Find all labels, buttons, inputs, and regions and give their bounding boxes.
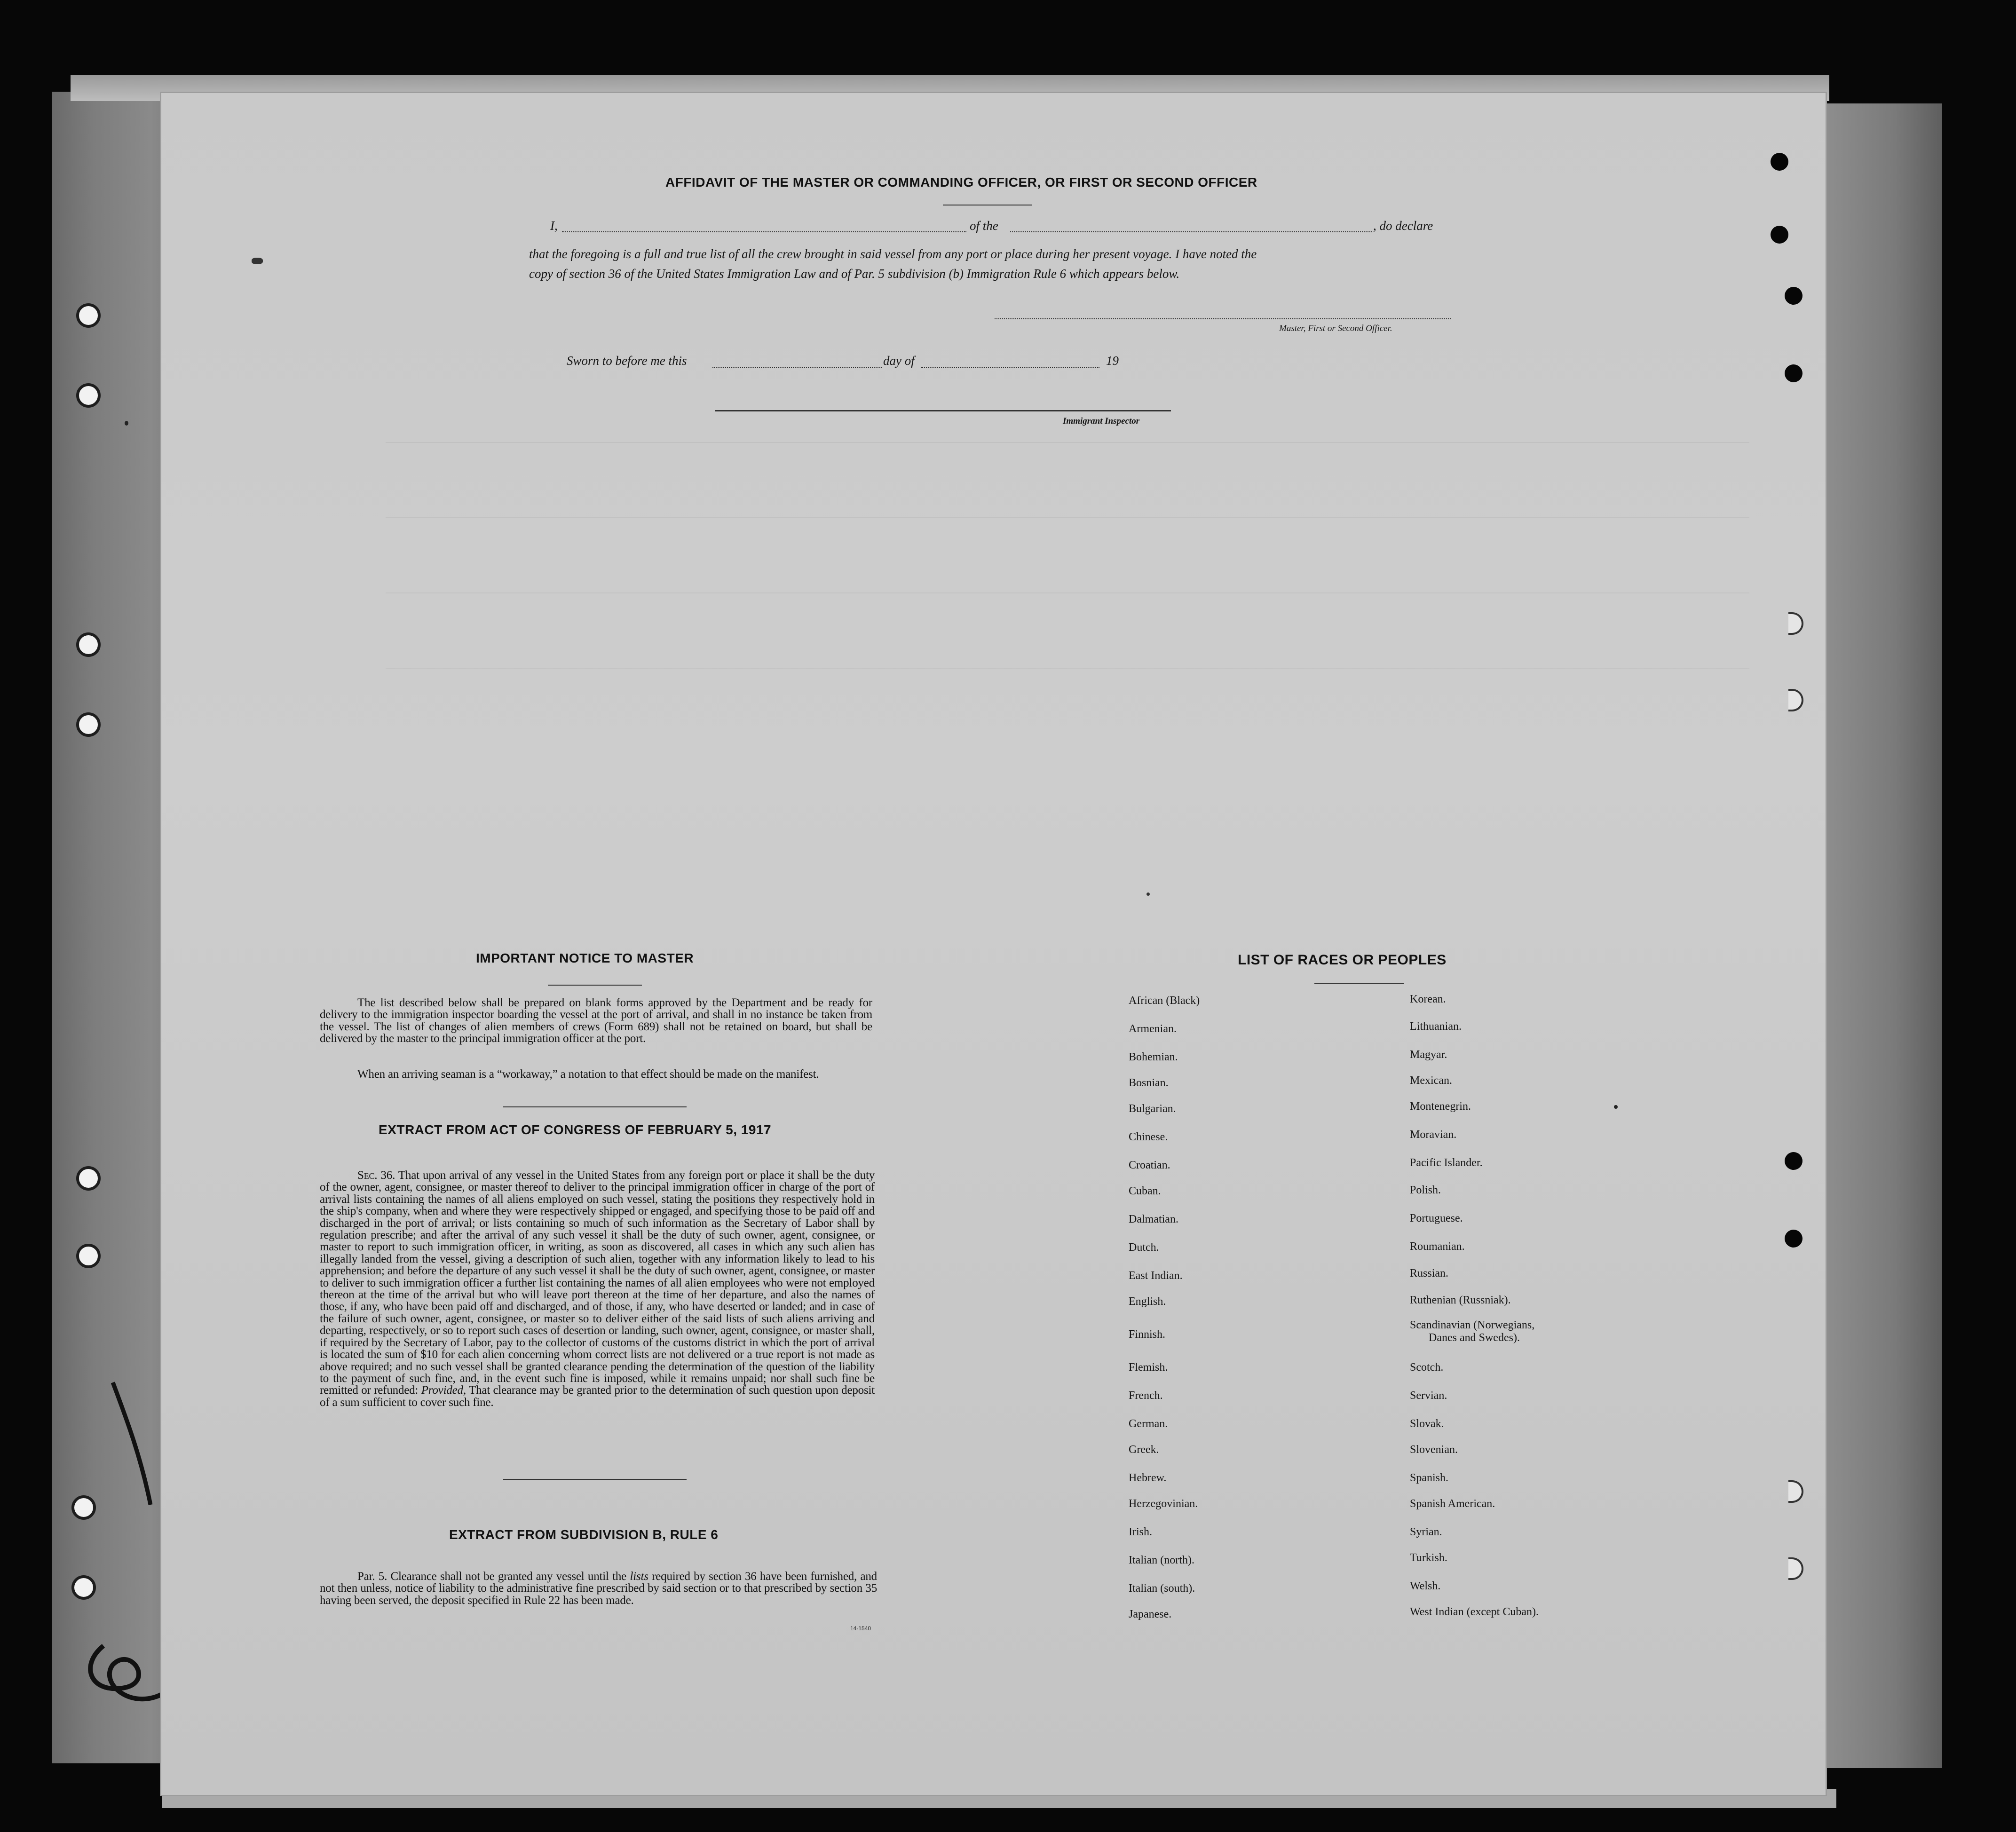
race-item: Magyar. [1410,1049,1447,1061]
sworn-month-field[interactable] [921,367,1099,368]
binder-hole-icon [76,303,101,328]
race-item: Portuguese. [1410,1212,1463,1224]
race-item: French. [1129,1390,1163,1402]
form-number: 14-1540 [850,1625,871,1632]
section-divider [503,1479,687,1480]
race-item: Croatian. [1129,1159,1170,1171]
punch-hole-icon [1771,226,1788,244]
race-item: Slovenian. [1410,1444,1458,1456]
race-item: Russian. [1410,1267,1449,1279]
right-binding-strip [1825,103,1942,1768]
race-item: Italian (south). [1129,1582,1195,1595]
speck [1614,1105,1618,1109]
officer-signature-caption: Master, First or Second Officer. [1279,324,1392,333]
race-item: Slovak. [1410,1418,1444,1430]
punch-hole-icon [1785,1152,1803,1170]
race-item: Polish. [1410,1184,1441,1196]
race-item: East Indian. [1129,1270,1183,1282]
binder-hole-icon [76,1166,101,1191]
race-item: Chinese. [1129,1131,1168,1143]
rule-text-a: Par. 5. Clearance shall not be granted any vessel until the [357,1570,627,1583]
race-item: Welsh. [1410,1580,1441,1592]
provided-label: Provided, [421,1384,466,1397]
sworn-prefix: Sworn to before me this [567,354,687,368]
binder-hole-icon [76,712,101,737]
rule-text-b: required by section 36 have been furnished, and not then unless, notice of liability to the administrative fine prescribed by said section or to that prescribed by section 35 having been served, the deposit specified in Rule 22 has been made. [320,1570,877,1607]
affidavit-statement-line3: copy of section 36 of the United States Immigration Law and of Par. 5 subdivision (b) Immigration Rule 6 which appears below. [529,267,1180,281]
speck [125,421,128,426]
section-36-body: That upon arrival of any vessel in the United States from any foreign port or place it shall be the duty of the owner, agent, consignee, or master thereof to deliver to the principal immigration officer in charge of the port of arrival lists containing the names of all aliens employed on such vessel, stating the positions they respectively hold in the ship's company, when and where they were respectively shipped or engaged, and specifying those to be paid off and discharged in the port of arrival; or lists containing so much of such information as the Secretary of Labor shall by regulation prescribe; and after the arrival of any such vessel it shall be the duty of such owner, agent, consignee, or master to report to such immigration officer, in writing, as soon as discovered, all cases in which any such alien has illegally landed from the vessel, giving a description of such alien, together with any information likely to lead to his apprehension; and before the departure of any such vessel it shall be the duty of such owner, agent, consignee, or master to deliver to such immigration officer a further list containing the names of all alien employees who were not employed thereon at the time of the arrival but who will leave port thereon at the time of her departure, and also the names of those, if any, who have been paid off and discharged, and of those, if any, who have deserted or landed; and in case of the failure of such owner, agent, consignee, or master so to deliver either of the said lists of such aliens arriving and departing, respectively, or so to report such cases of desertion or landing, such owner, agent, consignee, or master shall, if required by the Secretary of Labor, pay to the collector of customs of the customs district in which the port of arrival is located the sum of $10 for each alien concerning whom correct lists are not delivered or a true report is not made as above required; and no such vessel shall be granted clearance pending the determination of the question of the liability to the payment of such fine, and, in the event such fine is imposed, while it remains unpaid; nor shall such fine be remitted or refunded: [320,1169,875,1397]
races-title: LIST OF RACES OR PEOPLES [1238,952,1447,968]
extract-act-text [320,1169,875,1408]
notice-paragraph-1: The list described below shall be prepared on blank forms approved by the Department and be ready for delivery to the immigration inspector boarding the vessel at the port of arrival, and shall in no instance be taken from the vessel. The list of changes of alien members of crews (Form 689) shall not be retained on board, but shall be delivered by the master to the principal immigration officer at the port. [320,996,872,1045]
race-item: Finnish. [1129,1328,1166,1341]
race-item: Bulgarian. [1129,1103,1176,1115]
inspector-signature-field[interactable] [715,410,1171,411]
notice-title: IMPORTANT NOTICE TO MASTER [476,951,694,965]
race-item: English. [1129,1295,1166,1308]
section-label: Sec. 36. [357,1169,395,1182]
race-item: Herzegovinian. [1129,1498,1198,1510]
race-item: Scandinavian (Norwegians, [1410,1319,1535,1331]
race-item: Montenegrin. [1410,1100,1471,1113]
race-item: Greek. [1129,1444,1159,1456]
races-underline [1314,983,1404,984]
sworn-day-field[interactable] [712,367,882,368]
extract-act-title: EXTRACT FROM ACT OF CONGRESS OF FEBRUARY 5, 1917 [379,1122,772,1137]
race-item: Korean. [1410,993,1446,1005]
race-item: Ruthenian (Russniak). [1410,1294,1511,1306]
race-item: Servian. [1410,1390,1447,1402]
punch-hole-icon [1785,287,1803,305]
officer-signature-field[interactable] [995,318,1451,319]
race-item: Syrian. [1410,1526,1442,1538]
affidavit-title: AFFIDAVIT OF THE MASTER OR COMMANDING OFFICER, OR FIRST OR SECOND OFFICER [665,175,1257,190]
punch-hole-icon [1785,364,1803,382]
extract-rule-title: EXTRACT FROM SUBDIVISION B, RULE 6 [449,1527,719,1542]
race-item: Japanese. [1129,1608,1172,1620]
race-item: Flemish. [1129,1361,1168,1374]
rule-lists-word: lists [630,1570,648,1583]
punch-hole-icon [1771,153,1788,171]
sworn-year-label: 19 [1106,354,1119,368]
race-item: Armenian. [1129,1023,1177,1035]
binder-hole-icon [76,632,101,657]
race-item: Spanish. [1410,1472,1449,1484]
race-item: Danes and Swedes). [1429,1332,1520,1344]
race-item: Cuban. [1129,1185,1161,1197]
extract-rule-text [320,1571,877,1606]
race-item: German. [1129,1418,1168,1430]
speck [1146,892,1150,896]
binder-hole-icon [76,383,101,408]
race-item: Turkish. [1410,1552,1447,1564]
binder-hole-icon [76,1244,101,1268]
declarant-name-field[interactable] [562,231,966,232]
inspector-caption: Immigrant Inspector [1063,416,1140,426]
notice-paragraph-2: When an arriving seaman is a “workaway,” a notation to that effect should be made on the manifest. [357,1068,819,1081]
section-divider [503,1106,687,1107]
section-36-provision: That clearance may be granted prior to the determination of such question upon deposit of a sum sufficient to cover such fine. [320,1384,875,1409]
notice-underline [548,985,642,986]
vessel-name-field[interactable] [1010,231,1372,232]
race-item: Moravian. [1410,1129,1457,1141]
affidavit-statement-line2: that the foregoing is a full and true list of all the crew brought in said vessel from any port or place during her present voyage. I have noted the [529,247,1257,261]
race-item: Spanish American. [1410,1498,1495,1510]
race-item: Bohemian. [1129,1051,1178,1063]
race-item: West Indian (except Cuban). [1410,1606,1539,1618]
race-item: Irish. [1129,1526,1152,1538]
race-item: African (Black) [1129,995,1200,1007]
punch-hole-icon [1785,1230,1803,1248]
race-item: Bosnian. [1129,1077,1169,1089]
race-item: Italian (north). [1129,1554,1194,1566]
race-item: Dutch. [1129,1241,1159,1254]
race-item: Mexican. [1410,1074,1452,1087]
affidavit-declarant-prefix: I, [550,219,558,233]
race-item: Roumanian. [1410,1240,1465,1253]
race-item: Lithuanian. [1410,1020,1462,1033]
race-item: Hebrew. [1129,1472,1167,1484]
race-item: Scotch. [1410,1361,1444,1374]
speck [252,258,263,264]
affidavit-of-the-label: of the [970,219,998,233]
bleed-through-area [386,423,1773,940]
affidavit-declare-suffix: , do declare [1373,219,1433,233]
manifest-sheet [160,92,1827,1796]
race-item: Pacific Islander. [1410,1157,1483,1169]
race-item: Dalmatian. [1129,1213,1178,1225]
sworn-day-of-label: day of [883,354,915,368]
